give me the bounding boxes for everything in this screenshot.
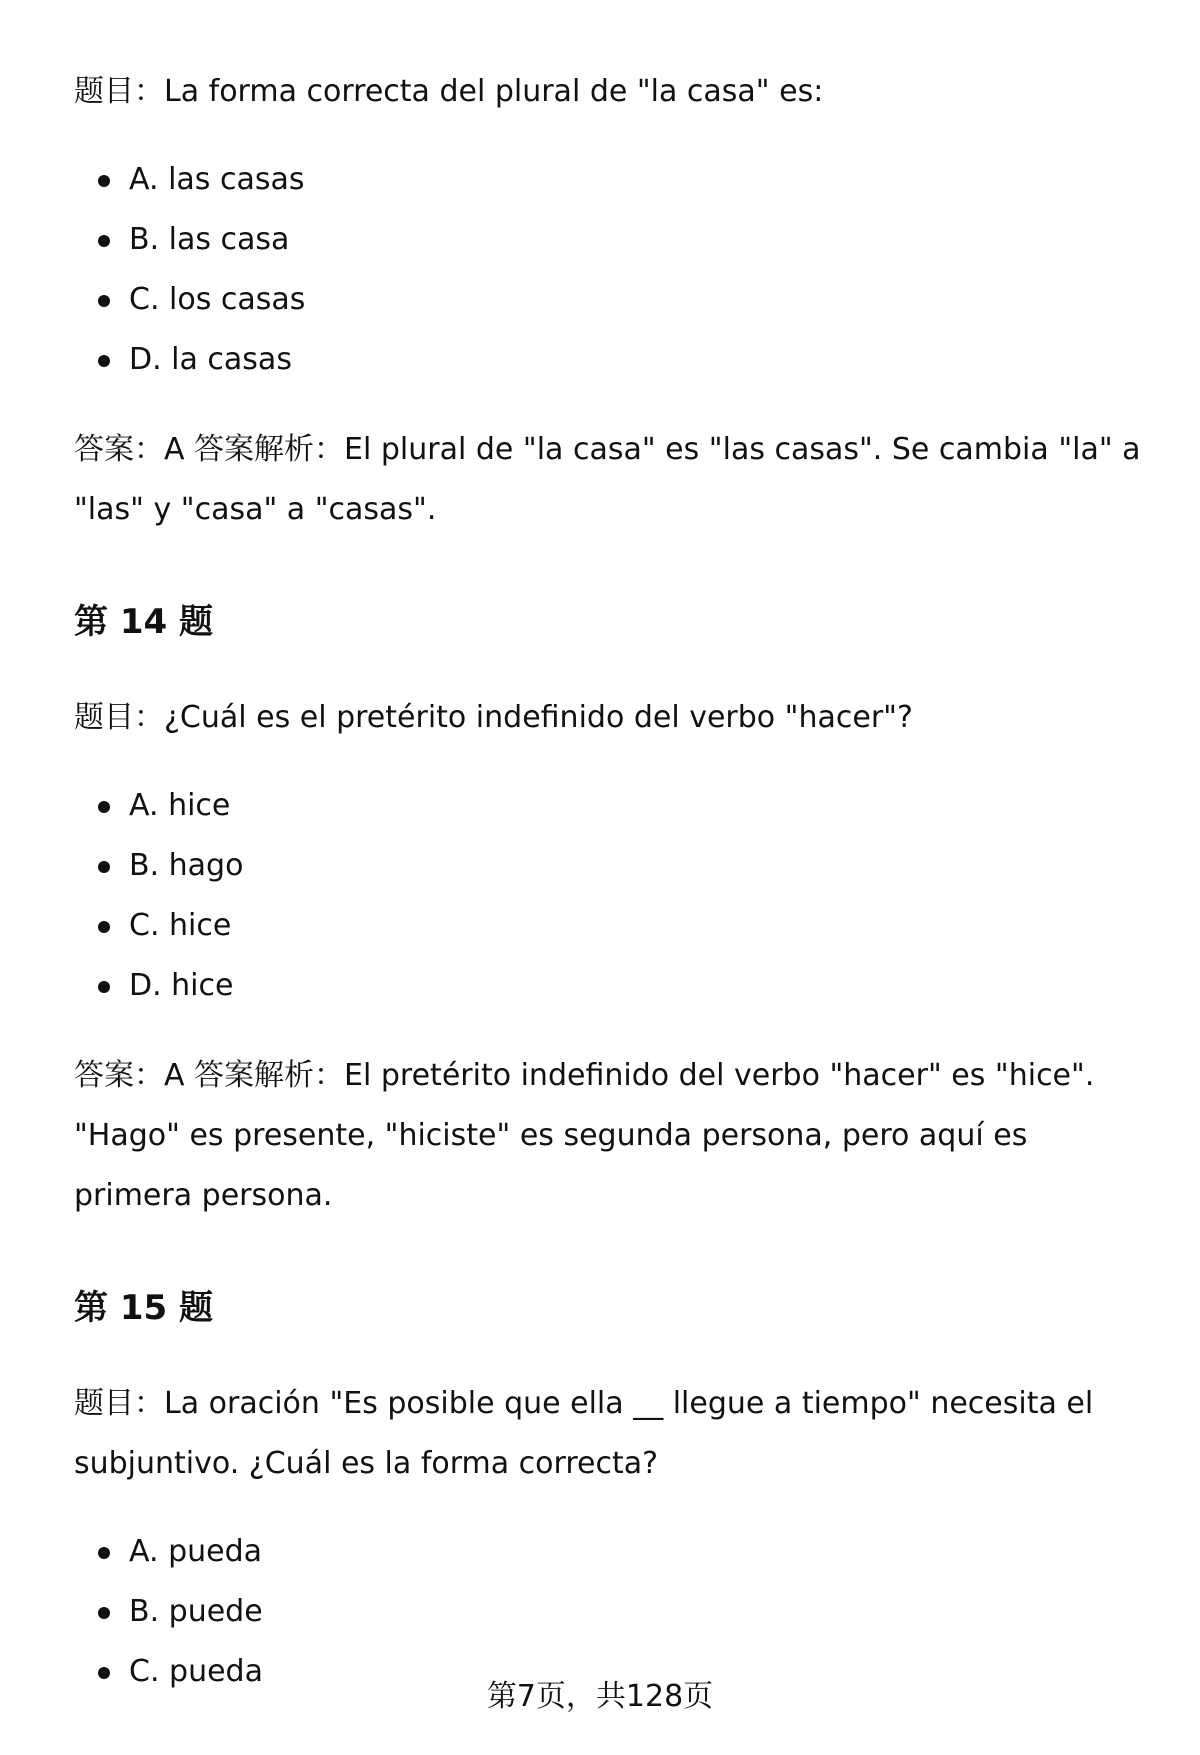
option-label: A. las casas <box>129 162 305 197</box>
question-14-heading: 第 14 题 <box>74 602 213 642</box>
question-15 <box>74 1278 1154 1702</box>
option-label: D. la casas <box>129 342 292 377</box>
question-13-answer: 答案：A 答案解析：El plural de "la casa" es "las casas". Se cambia "la" a "las" y "casa" a "casas". <box>74 432 1141 527</box>
question-14 <box>74 592 1154 1226</box>
option-label: B. hago <box>129 848 244 883</box>
question-13-options <box>74 150 1154 390</box>
bullet-icon <box>98 175 110 187</box>
bullet-icon <box>98 235 110 247</box>
option-label: C. hice <box>129 908 232 943</box>
option-c <box>74 896 1154 956</box>
option-c <box>74 270 1154 330</box>
option-label: A. pueda <box>129 1534 263 1569</box>
question-15-text: 题目：La oración "Es posible que ella __ llegue a tiempo" necesita el subjuntivo. ¿Cuál es la forma correcta? <box>74 1386 1094 1481</box>
question-15-heading: 第 15 题 <box>74 1288 213 1328</box>
option-a <box>74 776 1154 836</box>
option-d <box>74 330 1154 390</box>
bullet-icon <box>98 861 110 873</box>
bullet-icon <box>98 295 110 307</box>
bullet-icon <box>98 1607 110 1619</box>
option-label: A. hice <box>129 788 231 823</box>
bullet-icon <box>98 1547 110 1559</box>
option-a <box>74 1522 1154 1582</box>
option-label: B. puede <box>129 1594 263 1629</box>
question-13 <box>74 62 1154 540</box>
option-d <box>74 956 1154 1016</box>
document-page <box>74 62 1154 1732</box>
option-b <box>74 836 1154 896</box>
option-label: C. los casas <box>129 282 306 317</box>
option-label: C. pueda <box>129 1654 263 1689</box>
page-number-footer: 第7页，共128页 <box>486 1679 714 1714</box>
bullet-icon <box>98 801 110 813</box>
bullet-icon <box>98 981 110 993</box>
bullet-icon <box>98 921 110 933</box>
option-label: B. las casa <box>129 222 290 257</box>
question-14-text: 题目：¿Cuál es el pretérito indefinido del verbo "hacer"? <box>74 700 913 735</box>
question-13-text: 题目：La forma correcta del plural de "la casa" es: <box>74 74 824 109</box>
option-b <box>74 210 1154 270</box>
option-b <box>74 1582 1154 1642</box>
question-14-options <box>74 776 1154 1016</box>
question-14-answer: 答案：A 答案解析：El pretérito indefinido del verbo "hacer" es "hice". "Hago" es presente, "hiciste" es segunda persona, pero aquí es primera persona. <box>74 1058 1095 1213</box>
option-label: D. hice <box>129 968 234 1003</box>
bullet-icon <box>98 355 110 367</box>
option-a <box>74 150 1154 210</box>
